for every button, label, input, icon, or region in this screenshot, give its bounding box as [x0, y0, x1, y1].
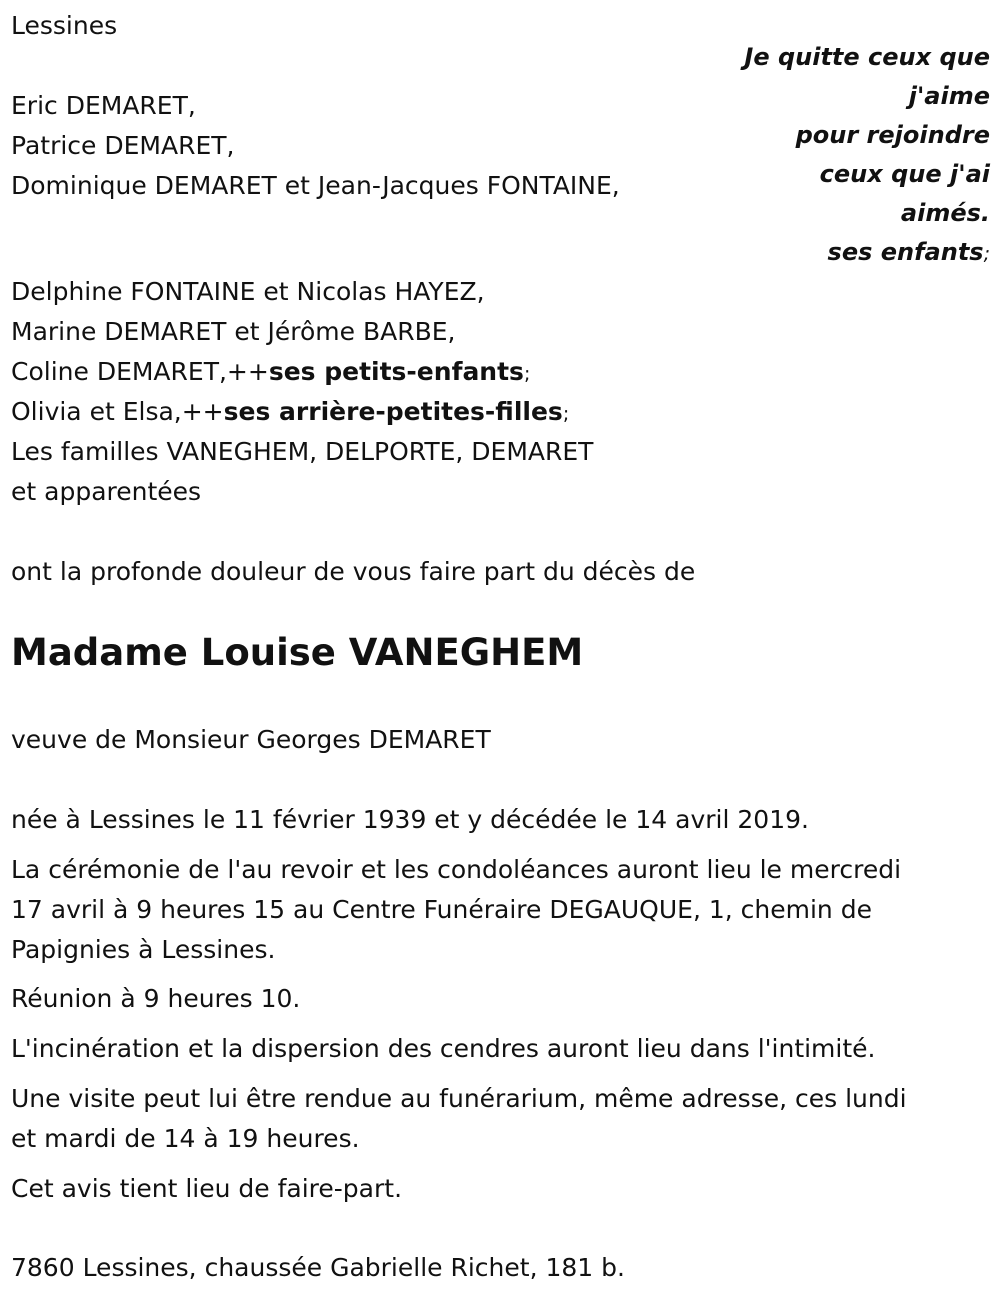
incineration: L'incinération et la dispersion des cendres auront lieu dans l'intimité.: [11, 1034, 876, 1063]
address: 7860 Lessines, chaussée Gabrielle Richet, 181 b.: [11, 1253, 625, 1282]
quote-line-4: ceux que j'ai: [819, 160, 990, 188]
grandchildren-role: ses petits-enfants: [268, 357, 524, 386]
notice: Cet avis tient lieu de faire-part.: [11, 1174, 403, 1203]
reunion: Réunion à 9 heures 10.: [11, 984, 301, 1013]
grandchild-line-2: Marine DEMARET et Jérôme BARBE,: [11, 317, 456, 346]
location-header: Lessines: [11, 11, 118, 40]
families-line-1: Les familles VANEGHEM, DELPORTE, DEMARET: [11, 437, 594, 466]
ceremony-line-3: Papignies à Lessines.: [11, 935, 276, 964]
announcement: ont la profonde douleur de vous faire part du décès de: [11, 557, 696, 586]
grandchild-line-1: Delphine FONTAINE et Nicolas HAYEZ,: [11, 277, 485, 306]
grandchild-line-3: [11, 352, 530, 394]
great-grandchild-prefix: Olivia et Elsa,++: [11, 397, 224, 426]
quote-line-2: j'aime: [908, 82, 990, 110]
quote-line-1: Je quitte ceux que: [744, 43, 990, 71]
epitaph-quote: [630, 38, 990, 274]
quote-line-5: aimés.: [900, 199, 990, 227]
ceremony-line-1: La cérémonie de l'au revoir et les condoléances auront lieu le mercredi: [11, 855, 902, 884]
child-line-2: Patrice DEMARET,: [11, 131, 235, 160]
visit-line-1: Une visite peut lui être rendue au funérarium, même adresse, ces lundi: [11, 1084, 907, 1113]
great-grandchild-punct: ;: [562, 403, 570, 425]
widow-of: veuve de Monsieur Georges DEMARET: [11, 725, 491, 754]
grandchild-line-3-punct: ;: [523, 363, 531, 385]
quote-line-3: pour rejoindre: [795, 121, 990, 149]
great-grandchild-line: [11, 392, 569, 434]
great-grandchildren-role: ses arrière-petites-filles: [223, 397, 563, 426]
child-line-3: Dominique DEMARET et Jean-Jacques FONTAINE,: [11, 171, 620, 200]
deceased-name: Madame Louise VANEGHEM: [11, 631, 584, 674]
quote-signature: [630, 233, 990, 274]
grandchild-line-3-prefix: Coline DEMARET,++: [11, 357, 269, 386]
ceremony-line-2: 17 avril à 9 heures 15 au Centre Funéraire DEGAUQUE, 1, chemin de: [11, 895, 872, 924]
signature-text: ses enfants: [827, 238, 984, 266]
child-line-1: Eric DEMARET,: [11, 91, 196, 120]
signature-punct: ;: [983, 243, 990, 265]
visit-line-2: et mardi de 14 à 19 heures.: [11, 1124, 360, 1153]
families-line-2: et apparentées: [11, 477, 202, 506]
birth-death: née à Lessines le 11 février 1939 et y décédée le 14 avril 2019.: [11, 805, 809, 834]
